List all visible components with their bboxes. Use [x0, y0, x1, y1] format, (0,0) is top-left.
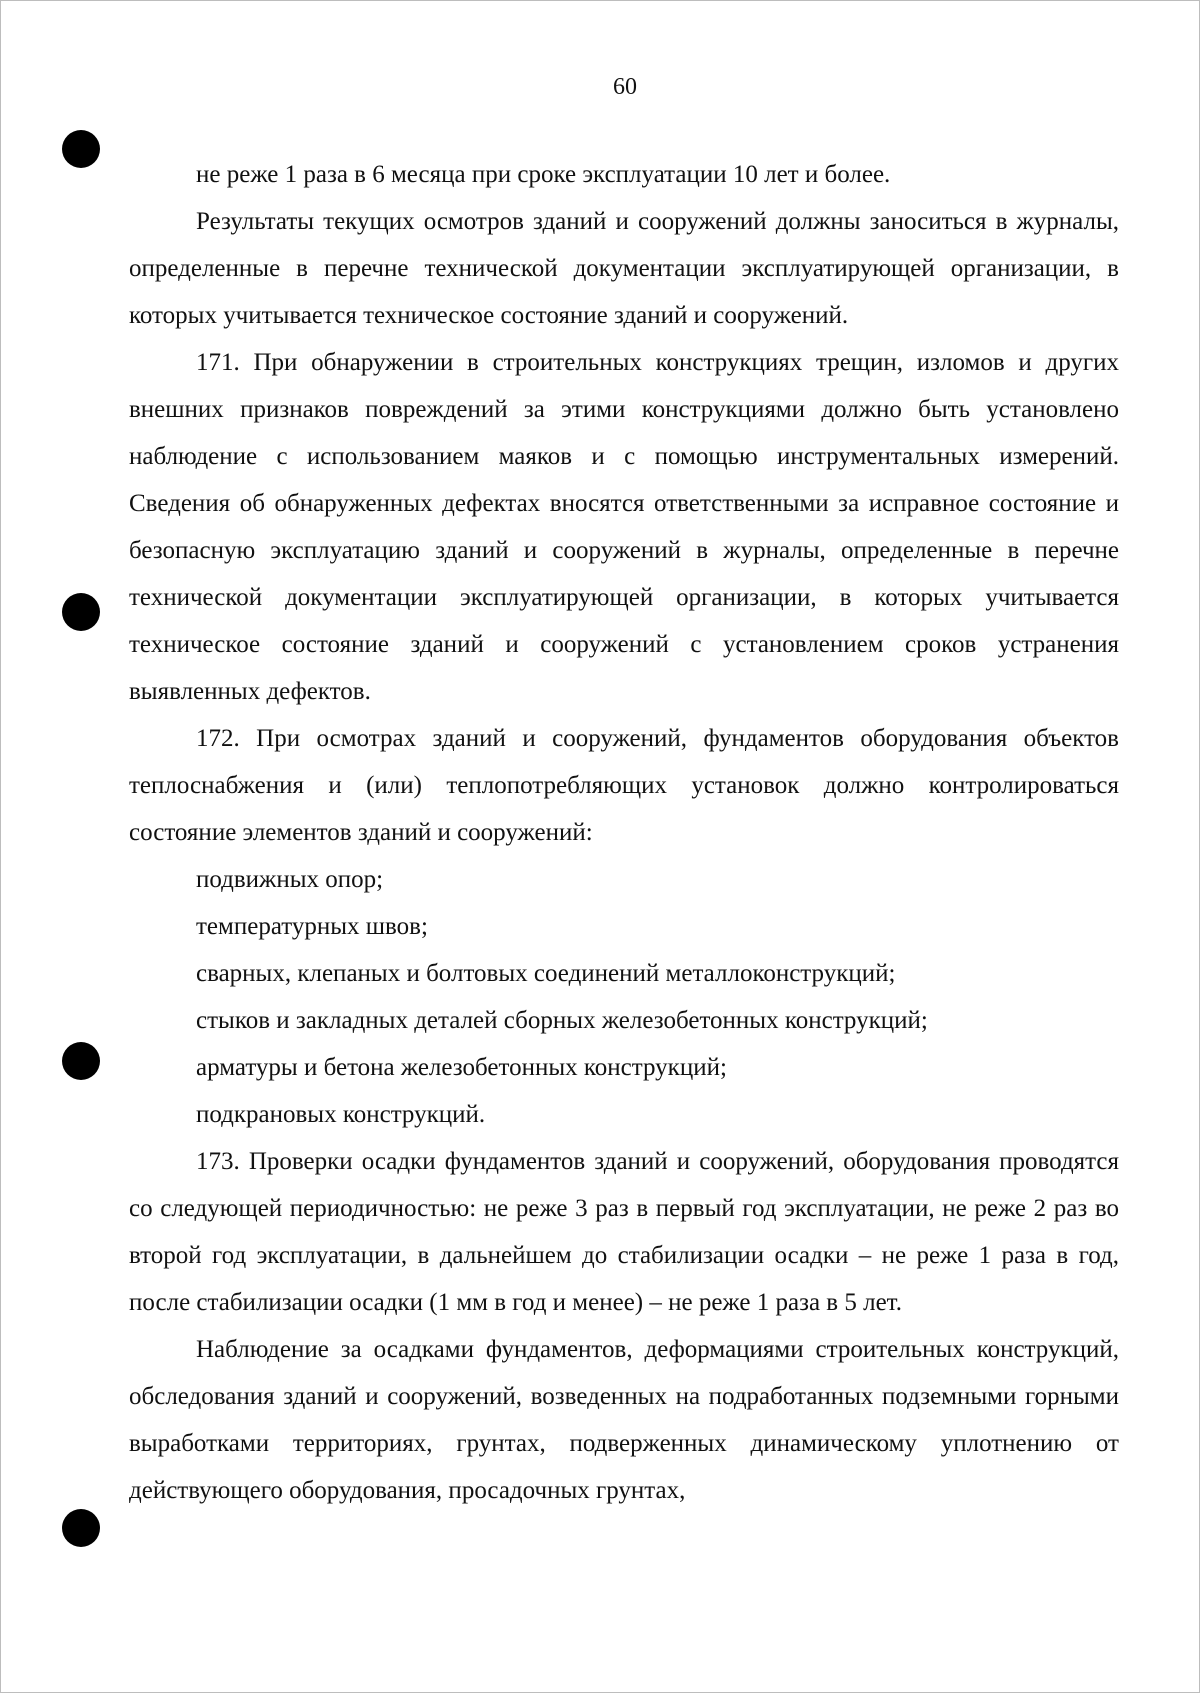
paragraph-171: 171. При обнаружении в строительных конструкциях трещин, изломов и других внешних признаков повреждений за этими конструкциями должно быть установлено наблюдение с использованием маяков и с помощью инструментальных измерений. Сведения об обнаруженных дефектах вносятся ответственными за исправное состояние и безопасную эксплуатацию зданий и сооружений в журналы, определенные в перечне технической документации эксплуатирующей организации, в которых учитывается техническое состояние зданий и сооружений с установлением сроков устранения выявленных дефектов. — [129, 349, 1119, 705]
paragraph-173: 173. Проверки осадки фундаментов зданий и сооружений, оборудования проводятся со следующей периодичностью: не реже 3 раз в первый год эксплуатации, не реже 2 раз во второй год эксплуатации, в дальнейшем до стабилизации осадки – не реже 1 раза в год, после стабилизации осадки (1 мм в год и менее) – не реже 1 раза в 5 лет. — [129, 1148, 1119, 1316]
document-body — [129, 151, 1119, 1514]
list-item: сварных, клепаных и болтовых соединений металлоконструкций; — [196, 960, 896, 987]
punch-hole-mark — [62, 1042, 100, 1080]
punch-hole-mark — [62, 130, 100, 168]
paragraph-172: 172. При осмотрах зданий и сооружений, фундаментов оборудования объектов теплоснабжения и (или) теплопотребляющих установок должно контролироваться состояние элементов зданий и сооружений: — [129, 725, 1119, 846]
list-item: температурных швов; — [196, 913, 428, 940]
page-number: 60 — [613, 74, 637, 100]
paragraph-continuation: не реже 1 раза в 6 месяца при сроке эксплуатации 10 лет и более. — [196, 161, 891, 188]
punch-hole-mark — [62, 1509, 100, 1547]
paragraph-inspection-results: Результаты текущих осмотров зданий и сооружений должны заноситься в журналы, определенные в перечне технической документации эксплуатирующей организации, в которых учитывается техническое состояние зданий и сооружений. — [129, 208, 1119, 329]
punch-hole-mark — [62, 593, 100, 631]
list-item: арматуры и бетона железобетонных конструкций; — [196, 1054, 727, 1081]
list-item: стыков и закладных деталей сборных железобетонных конструкций; — [196, 1007, 928, 1034]
list-item: подвижных опор; — [196, 866, 384, 893]
paragraph-observation: Наблюдение за осадками фундаментов, деформациями строительных конструкций, обследования зданий и сооружений, возведенных на подработанных подземными горными выработками территориях, грунтах, подверженных динамическому уплотнению от действующего оборудования, просадочных грунтах, — [129, 1336, 1119, 1504]
list-item: подкрановых конструкций. — [196, 1101, 486, 1128]
